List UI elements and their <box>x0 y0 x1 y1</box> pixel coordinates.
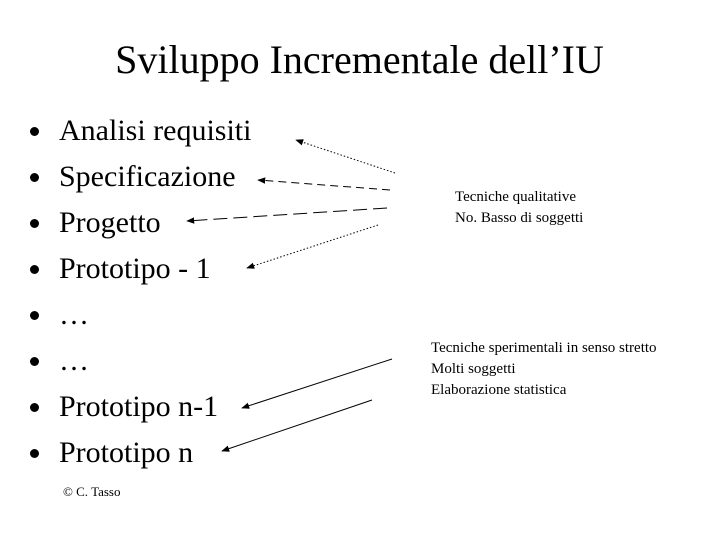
slide-title: Sviluppo Incrementale dell’IU <box>115 37 604 82</box>
note-line: Elaborazione statistica <box>431 382 567 398</box>
arrow-to-analisi <box>296 140 395 173</box>
phase-label: Prototipo - 1 <box>59 252 211 285</box>
experimental-techniques-note <box>431 338 657 401</box>
phase-label: Prototipo n <box>59 436 194 469</box>
note-line: Tecniche qualitative <box>455 189 576 205</box>
phase-label: … <box>59 298 89 331</box>
note-line: Molti soggetti <box>431 361 516 377</box>
arrow-to-progetto <box>187 208 387 221</box>
note-line: No. Basso di soggetti <box>455 210 584 226</box>
arrow-to-specificazione <box>258 180 390 190</box>
phase-label: Prototipo n-1 <box>59 390 219 423</box>
arrow-to-prototipo-1 <box>247 225 378 268</box>
phase-label: Specificazione <box>59 160 236 193</box>
note-line: Tecniche sperimentali in senso stretto <box>431 340 657 356</box>
qualitative-techniques-note <box>455 187 583 229</box>
phase-label: … <box>59 344 89 377</box>
phase-label: Analisi requisiti <box>59 114 252 147</box>
copyright-notice: © C. Tasso <box>63 484 121 499</box>
phase-label: Progetto <box>59 206 161 239</box>
